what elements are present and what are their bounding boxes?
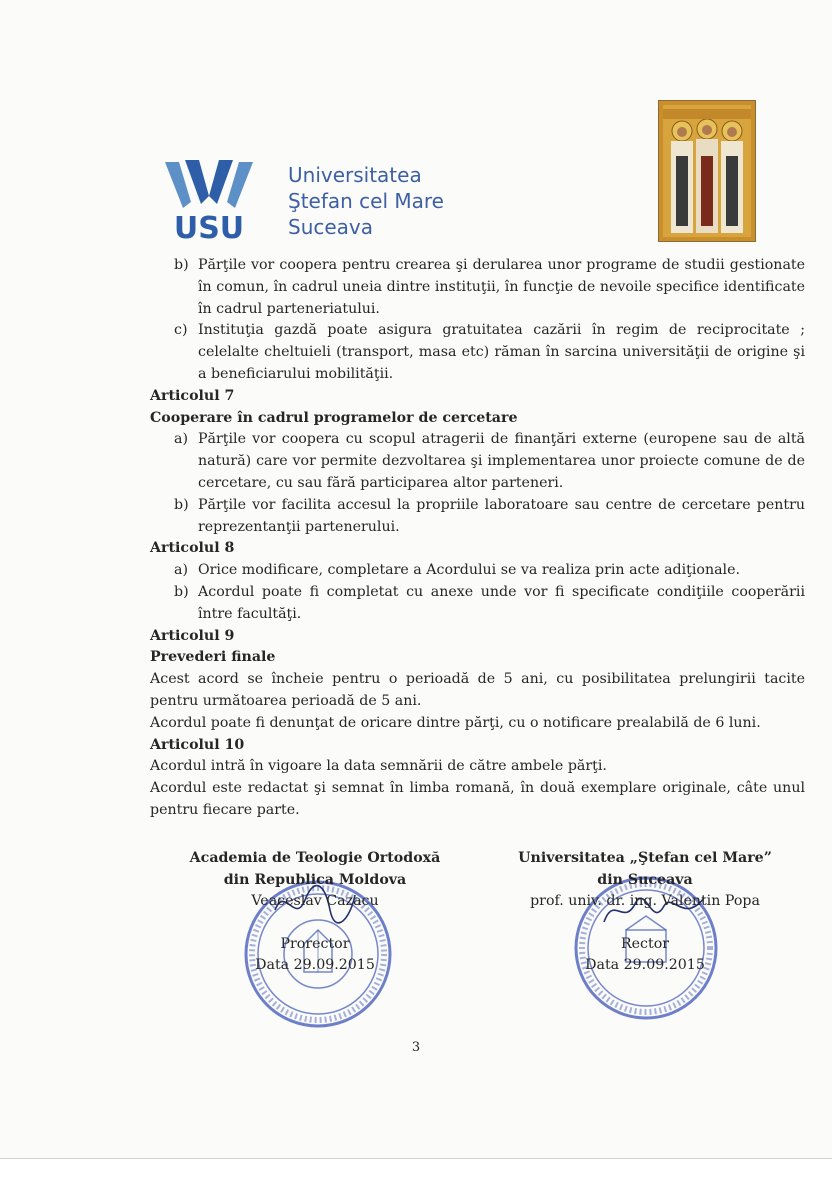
paragraph: Acest acord se încheie pentru o perioadă de 5 ani, cu posibilitatea prelungirii tacite pentru următoarea perioadă de 5 ani. xyxy=(150,671,805,709)
paragraph: Acordul poate fi denunţat de oricare dintre părţi, cu o notificare prealabilă de 6 luni. xyxy=(150,714,761,731)
list-item xyxy=(150,320,805,385)
right-signature-date: Data 29.09.2015 xyxy=(585,957,705,973)
list-item xyxy=(150,255,805,320)
paragraph: Acordul este redactat şi semnat în limba romană, în două exemplare originale, câte unul pentru fiecare parte. xyxy=(150,780,805,818)
article-8-title: Articolul 8 xyxy=(150,540,235,557)
right-institution-line2: din Suceava xyxy=(597,871,693,888)
article-7-subtitle: Cooperare în cadrul programelor de cercetare xyxy=(150,409,518,426)
item-label: b) xyxy=(174,583,189,600)
brand-line: Suceava xyxy=(288,215,374,239)
item-text: Părţile vor coopera cu scopul atragerii de finanţări externe (europene sau de altă natură) care vor permite dezvoltarea şi implementarea unor proiecte comune de de cercetare, cu sau fără participarea altor parteneri. xyxy=(198,431,805,491)
article-9-title: Articolul 9 xyxy=(150,627,235,644)
agreement-body xyxy=(150,255,805,822)
left-signatory-role: Prorector xyxy=(280,935,350,952)
list-item xyxy=(150,582,805,626)
brand-line: Ştefan cel Mare xyxy=(288,189,444,213)
svg-text:USU: USU xyxy=(173,211,245,242)
right-institution-line1: Universitatea „Ştefan cel Mare” xyxy=(518,850,772,866)
item-text: Instituţia gazdă poate asigura gratuitatea cazării în regim de reciprocitate ; celelalte cheltuieli (transport, masa etc) răman în sarcina universităţii de origine şi a beneficiarului mobilităţii. xyxy=(198,322,805,382)
article-9-subtitle: Prevederi finale xyxy=(150,649,276,666)
list-item xyxy=(150,429,805,494)
item-label: c) xyxy=(174,322,188,339)
item-text: Acordul poate fi completat cu anexe unde vor fi specificate condiţiile cooperării între facultăţi. xyxy=(198,583,805,622)
article-10-title: Articolul 10 xyxy=(150,736,245,753)
brand-line: Universitatea xyxy=(288,163,422,187)
right-signatory-role: Rector xyxy=(620,935,670,952)
item-label: b) xyxy=(174,257,189,273)
scan-bottom-edge xyxy=(0,1158,832,1185)
paragraph: Acordul intră în vigoare la data semnării de către ambele părţi. xyxy=(150,758,607,775)
item-label: b) xyxy=(174,496,189,513)
article-7-title: Articolul 7 xyxy=(150,387,235,404)
university-brand-name xyxy=(288,162,444,240)
three-hierarchs-icon xyxy=(658,100,756,242)
usu-logo xyxy=(163,158,255,242)
item-label: a) xyxy=(174,431,188,448)
item-text: Părţile vor facilita accesul la propriile laboratoare sau centre de cercetare pentru reprezentanţii partenerului. xyxy=(198,496,805,535)
right-signature-block xyxy=(490,848,800,977)
item-text: Părţile vor coopera pentru crearea şi derularea unor programe de studii gestionate în comun, în cadrul uneia dintre instituţii, în funcţie de nevoile specifice identificate în cadrul parteneriatului. xyxy=(198,257,805,317)
item-label: a) xyxy=(174,562,188,579)
page-number: 3 xyxy=(411,1040,421,1055)
left-signature-block xyxy=(150,848,480,977)
list-item xyxy=(150,495,805,539)
left-signatory-name: Veaceslav Cazacu xyxy=(251,893,379,909)
list-item xyxy=(150,560,805,582)
left-institution-line1: Academia de Teologie Ortodoxă xyxy=(189,850,441,866)
left-signature-date: Data 29.09.2015 xyxy=(255,957,375,973)
right-signatory-name: prof. univ. dr. ing. Valentin Popa xyxy=(530,893,760,909)
item-text: Orice modificare, completare a Acordului se va realiza prin acte adiţionale. xyxy=(198,562,740,579)
left-institution-line2: din Republica Moldova xyxy=(223,871,407,888)
